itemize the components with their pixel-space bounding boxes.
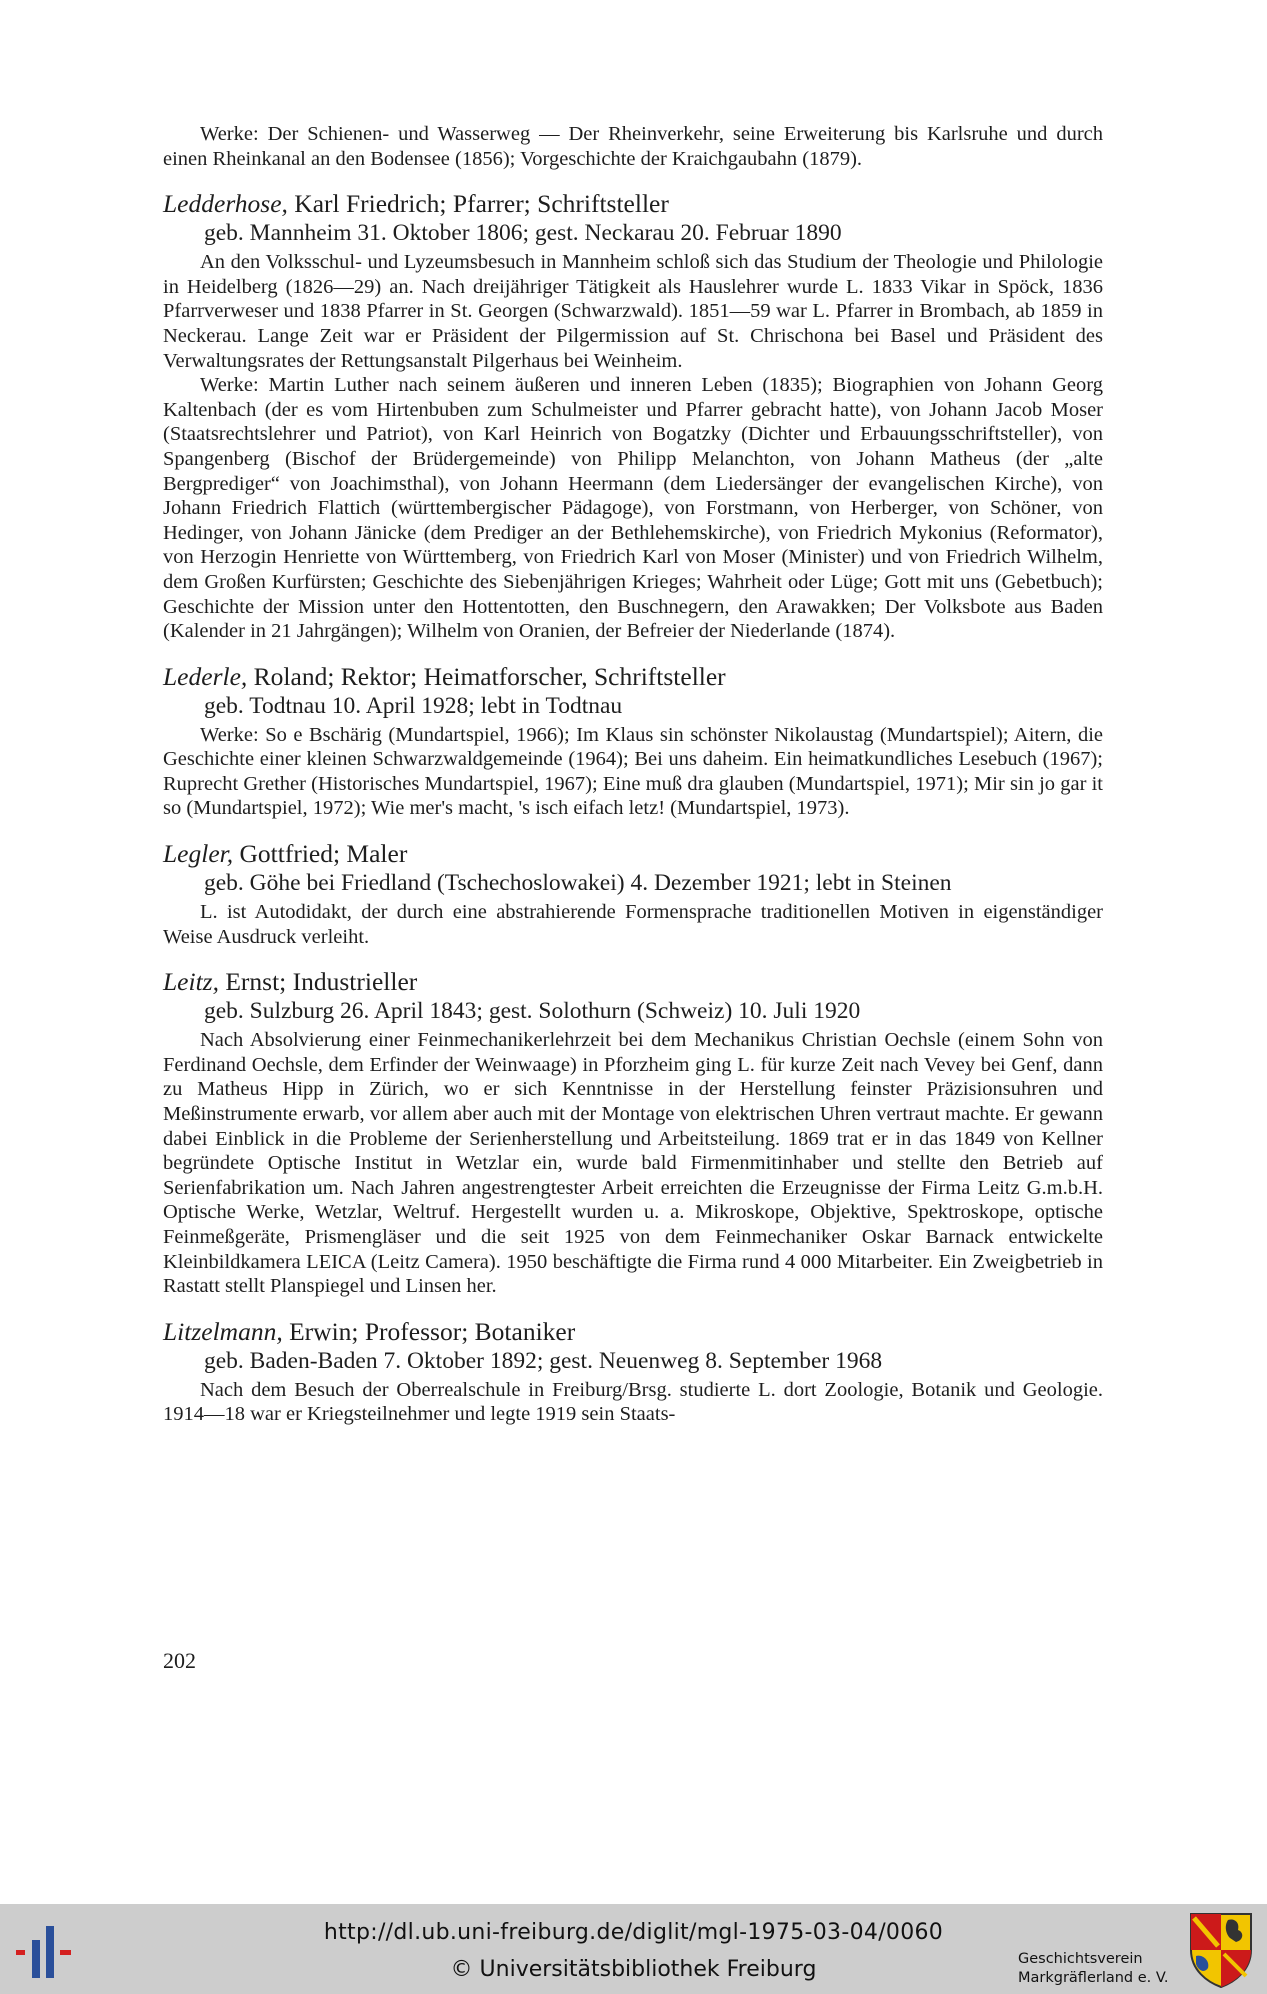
biography-paragraph: Nach dem Besuch der Oberrealschule in Freiburg/Brsg. studierte L. dort Zoologie, Botanik und Geologie. 1914—18 war er Kriegsteilnehmer und legte 1919 sein Staats- (163, 1378, 1103, 1426)
works-paragraph: Werke: Martin Luther nach seinem äußeren und inneren Leben (1835); Biographien von Johann Georg Kaltenbach (der es vom Hirtenbuben zum Schulmeister und Pfarrer gebracht hatte), von Johann Jacob Moser (Staatsrechtslehrer und Patriot), von Karl Heinrich von Bogatzky (Dichter und Erbauungsschriftsteller), von Spangenberg (Bischof der Brüdergemeinde) von Philipp Melanchton, von Johann Matheus (der „alte Bergprediger“ von Joachimsthal), von Johann Heermann (dem Liedersänger der evangelischen Kirche), von Johann Friedrich Flattich (württembergischer Pädagoge), von Forstmann, von Herberger, von Schöner, von Hedinger, von Johann Jänicke (dem Prediger an der Bethlehemskirche), von Friedrich Mykonius (Reformator), von Herzogin Henriette von Württemberg, von Friedrich Karl von Moser (Minister) und von Friedrich Wilhelm, dem Großen Kurfürsten; Geschichte des Siebenjährigen Krieges; Wahrheit oder Lüge; Gott mit uns (Gebetbuch); Geschichte der Mission unter den Hottentotten, den Buschnegern, den Arawakken; Der Volksbote aus Baden (Kalender in 21 Jahrgängen); Wilhelm von Oranien, der Befreier der Niederlande (1874). (163, 374, 1103, 643)
viewer-footer (0, 1904, 1267, 1994)
entry-surname: Ledderhose, (163, 189, 288, 219)
entry-life-dates: geb. Todtnau 10. April 1928; lebt in Todtnau (204, 692, 623, 719)
entry-lederle (163, 662, 1103, 821)
entry-surname: Legler, (163, 839, 234, 869)
society-name (1018, 1950, 1169, 1988)
entry-life-dates: geb. Sulzburg 26. April 1843; gest. Solothurn (Schweiz) 10. Juli 1920 (204, 998, 861, 1025)
entry-ledderhose (163, 189, 1103, 644)
biography-paragraph: An den Volksschul- und Lyzeumsbesuch in Mannheim schloß sich das Studium der Theologie und Philologie in Heidelberg (1826—29) an. Nach dreijähriger Tätigkeit als Hauslehrer wurde L. 1833 Vikar in Spöck, 1836 Pfarrverweser und 1838 Pfarrer in St. Georgen (Schwarzwald). 1851—59 war L. Pfarrer in Brombach, ab 1859 in Neckerau. Lange Zeit war er Präsident der Pilgermission auf St. Chrischona bei Basel und Präsident des Verwaltungsrates der Rettungsanstalt Pilgerhaus bei Weinheim. (163, 251, 1103, 372)
biography-paragraph: Nach Absolvierung einer Feinmechanikerlehrzeit bei dem Mechanikus Christian Oechsle (einem Sohn von Ferdinand Oechsle, dem Erfinder der Weinwaage) in Pforzheim ging L. für kurze Zeit nach Vevey bei Genf, dann zu Matheus Hipp in Zürich, wo er sich Kenntnisse in der Herstellung feinster Präzisionsuhren und Meßinstrumente erwarb, vor allem aber auch mit der Montage von elektrischen Uhren vertraut machte. Er gewann dabei Einblick in die Probleme der Serienherstellung und Arbeitsteilung. 1869 trat er in das 1849 von Kellner begründete Optische Institut in Wetzlar ein, wurde bald Firmenmitinhaber und stellte den Betrieb auf Serienfabrikation um. Nach Jahren angestrengtester Arbeit erreichten die Erzeugnisse der Firma Leitz G.m.b.H. Optische Werke, Wetzlar, Weltruf. Hergestellt wurden u. a. Mikroskope, Objektive, Spektroskope, optische Feinmeßgeräte, Prismengläser und die seit 1925 von dem Feinmechaniker Oskar Barnack entwickelte Kleinbildkamera LEICA (Leitz Camera). 1950 beschäftigte die Firma rund 4 000 Mitarbeiter. Ein Zweigbetrieb in Rastatt stellt Planspiegel und Linsen her. (163, 1029, 1103, 1298)
page-number: 202 (163, 1648, 196, 1673)
entry-heading (163, 967, 1103, 997)
works-paragraph: Werke: So e Bschärig (Mundartspiel, 1966); Im Klaus sin schönster Nikolaustag (Mundartspiel); Aitern, die Geschichte einer kleinen Schwarzwaldgemeinde (1964); Bei uns daheim. Ein heimatkundliches Lesebuch (1967); Ruprecht Grether (Historisches Mundartspiel, 1967); Eine muß dra glauben (Mundartspiel, 1971); Mir sin jo gar it so (Mundartspiel, 1972); Wie mer's macht, 's isch eifach letz! (Mundartspiel, 1973). (163, 723, 1103, 820)
entry-heading-rest: Gottfried; Maler (233, 839, 408, 869)
copyright-notice: © Universitätsbibliothek Freiburg (450, 1957, 817, 1982)
society-name-line2: Markgräflerland e. V. (1018, 1970, 1169, 1986)
entry-heading-rest: Erwin; Professor; Botaniker (282, 1316, 576, 1346)
entry-surname: Litzelmann, (163, 1316, 283, 1346)
entry-heading-rest: Ernst; Industrieller (218, 967, 418, 997)
society-crest-icon (1188, 1910, 1254, 1988)
entry-heading (163, 839, 1103, 869)
entry-litzelmann (163, 1317, 1103, 1427)
entry-surname: Leitz, (163, 967, 219, 997)
biography-paragraph: L. ist Autodidakt, der durch eine abstrahierende Formensprache traditionellen Motiven in eigenständiger Weise Ausdruck verleiht. (163, 901, 1103, 948)
entry-life-dates: geb. Göhe bei Friedland (Tschechoslowakei) 4. Dezember 1921; lebt in Steinen (204, 870, 952, 897)
works-paragraph: Werke: Der Schienen- und Wasserweg — Der Rheinverkehr, seine Erweiterung bis Karlsruhe und durch einen Rheinkanal an den Bodensee (1856); Vorgeschichte der Kraichgaubahn (1879). (163, 123, 1103, 170)
entry-heading (163, 1317, 1103, 1347)
entry-surname: Lederle, (163, 661, 248, 691)
entry-heading-rest: Roland; Rektor; Heimatforscher, Schriftsteller (247, 661, 726, 691)
entry-heading (163, 189, 1103, 219)
entry-heading-rest: Karl Friedrich; Pfarrer; Schriftsteller (287, 189, 669, 219)
entry-legler (163, 839, 1103, 949)
entry-leitz (163, 967, 1103, 1299)
permalink-url[interactable]: http://dl.ub.uni-freiburg.de/diglit/mgl-1975-03-04/0060 (323, 1920, 944, 1945)
entry-continuation (163, 122, 1103, 171)
entry-life-dates: geb. Mannheim 31. Oktober 1806; gest. Neckarau 20. Februar 1890 (204, 220, 842, 247)
society-name-line1: Geschichtsverein (1018, 1951, 1143, 1967)
page-content (163, 122, 1103, 1445)
entry-heading (163, 662, 1103, 692)
entry-life-dates: geb. Baden-Baden 7. Oktober 1892; gest. Neuenweg 8. September 1968 (204, 1347, 883, 1374)
